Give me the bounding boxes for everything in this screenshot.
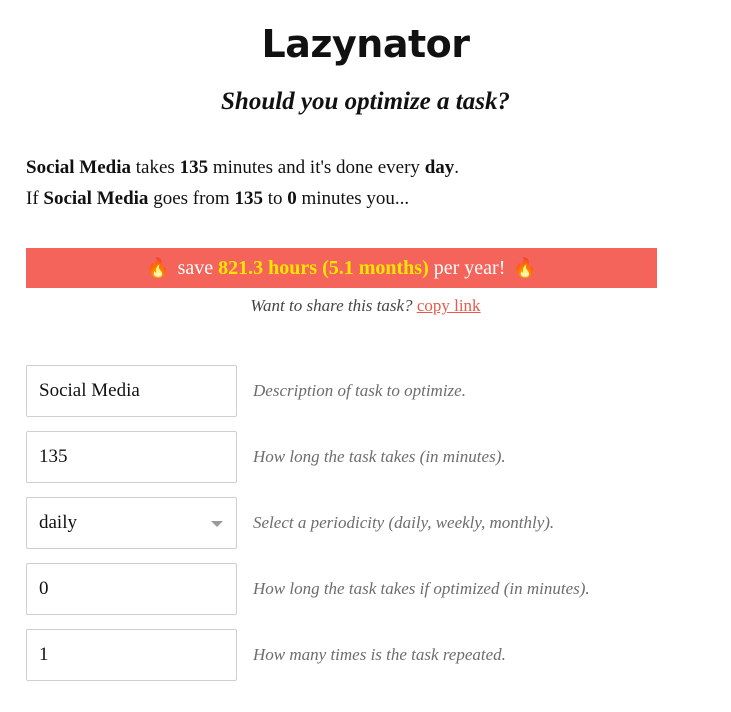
summary-text-6: to [262,188,288,209]
summary-text-2: minutes and it's done every [208,157,425,178]
fire-icon-right: 🔥 [513,258,538,279]
summary-periodicity: day [424,157,455,178]
banner-prefix: save [177,256,214,279]
task-repetitions-hint: How many times is the task repeated. [253,645,506,664]
banner-savings-value: 821.3 hours (5.1 months) [218,256,429,279]
form-row-duration [26,430,706,484]
form-row-description [26,364,706,418]
summary-optimized-duration: 0 [287,188,297,209]
task-duration-hint: How long the task takes (in minutes). [253,447,506,466]
summary-task-name-2: Social Media [43,188,149,209]
task-repetitions-input[interactable] [26,629,237,681]
copy-link-button[interactable]: copy link [416,296,481,315]
task-description-input[interactable] [26,365,237,417]
summary-text-4: If [26,188,44,209]
page-subtitle: Should you optimize a task? [221,88,510,115]
task-optimized-duration-input[interactable] [26,563,237,615]
task-periodicity-value[interactable]: daily [26,497,237,549]
fire-icon: 🔥 [145,258,170,279]
summary-text-3: . [454,157,460,178]
task-summary [0,116,731,214]
banner-suffix: per year! [433,256,506,279]
summary-duration-2: 135 [234,188,263,209]
summary-text-5: goes from [148,188,235,209]
savings-banner [26,248,657,288]
share-question: Want to share this task? [250,296,413,315]
share-line [0,296,731,316]
task-form [26,364,706,694]
form-row-periodicity [26,496,706,550]
summary-duration: 135 [179,157,209,178]
form-row-optimized-duration [26,562,706,616]
task-optimized-duration-hint: How long the task takes if optimized (in minutes). [253,579,590,598]
task-duration-input[interactable] [26,431,237,483]
summary-text-1: takes [131,157,180,178]
page-title: Lazynator [261,22,470,66]
chevron-down-icon[interactable] [211,521,223,527]
summary-text-7: minutes you... [296,188,410,209]
task-periodicity-select[interactable] [26,497,237,549]
form-row-repetitions [26,628,706,682]
task-description-hint: Description of task to optimize. [253,381,466,400]
summary-task-name: Social Media [26,157,132,178]
task-periodicity-hint: Select a periodicity (daily, weekly, monthly). [253,513,555,532]
